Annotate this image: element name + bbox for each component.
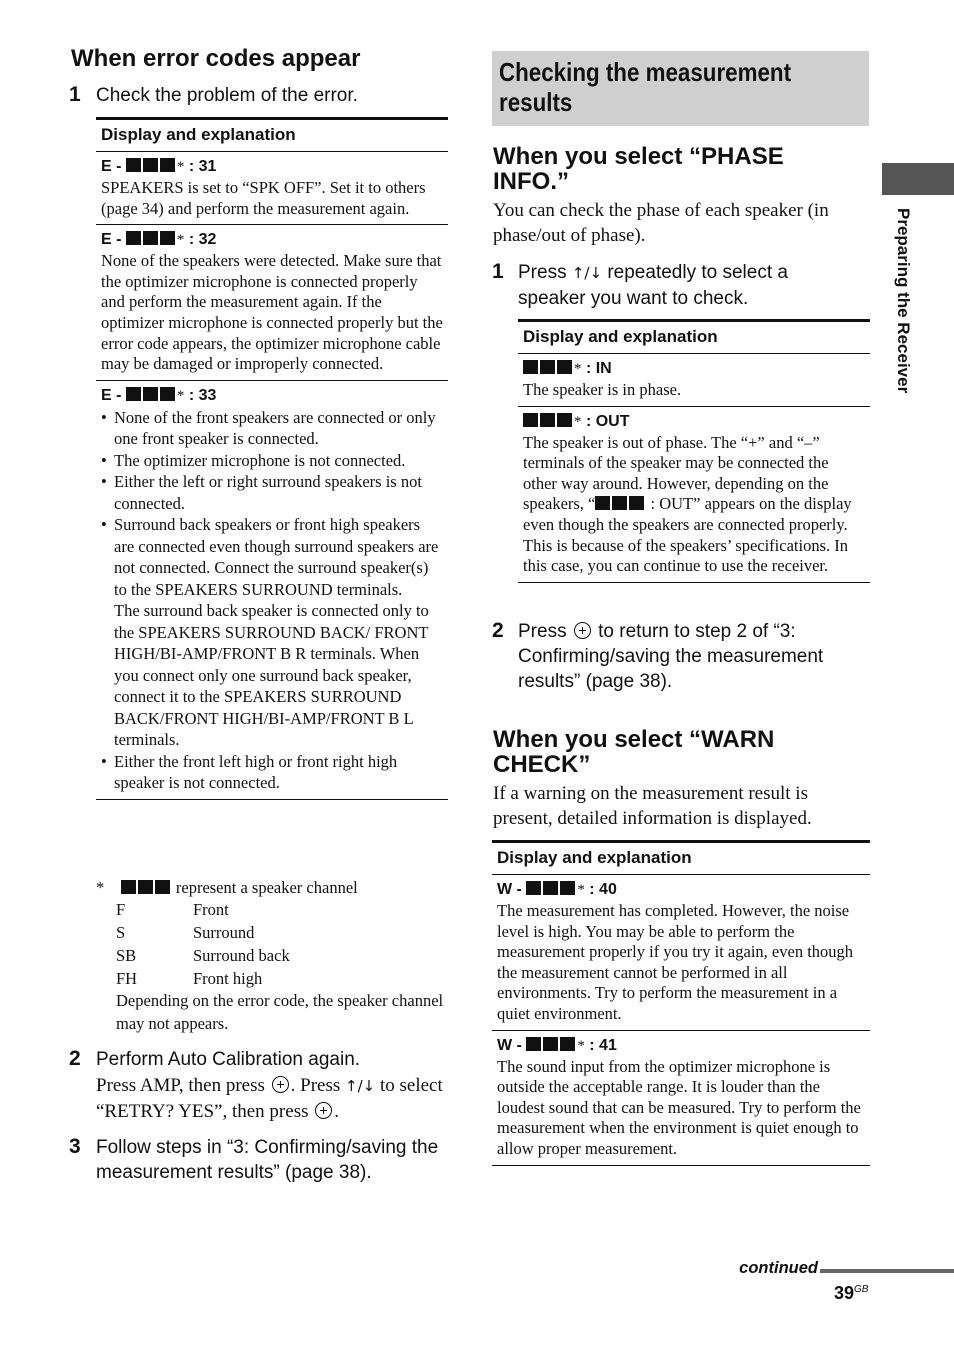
subsection-heading-phase: When you select “PHASE INFO.” <box>493 143 784 195</box>
step-number: 1 <box>492 260 504 283</box>
warning-description: The sound input from the optimizer microphone is outside the acceptable range. It is louder than the loudest sound that can be measured. Try to perform the measurement when the environment is quiet enough to allow proper measurement. <box>497 1056 861 1158</box>
channel-block-icon <box>138 880 153 894</box>
error-description: SPEAKERS is set to “SPK OFF”. Set it to others (page 34) and perform the measurement again. <box>101 178 426 218</box>
step-text: Press to return to step 2 of “3: Confirming/saving the measurement results” (page 38). <box>518 621 824 692</box>
error-codes-table <box>96 117 448 800</box>
table-header: Display and explanation <box>492 843 870 875</box>
table-row <box>96 225 448 381</box>
phase-table <box>518 319 870 583</box>
channel-block-icon <box>595 496 610 510</box>
channel-block-icon <box>540 360 555 374</box>
up-down-arrow-icon: ↑/↓ <box>345 1077 376 1095</box>
channel-row: S Surround <box>116 923 255 942</box>
channel-block-icon <box>543 1037 558 1051</box>
channel-block-icon <box>523 360 538 374</box>
section-banner <box>492 51 869 126</box>
table-row <box>518 407 870 582</box>
enter-button-icon <box>574 622 591 639</box>
channel-row: SB Surround back <box>116 946 290 965</box>
list-item: • Either the front left high or front right high speaker is not connected. <box>101 751 444 794</box>
table-header: Display and explanation <box>518 322 870 354</box>
channel-block-icon <box>160 387 175 401</box>
error-code: E - * : 32 <box>101 231 217 249</box>
channel-row: FH Front high <box>116 969 263 988</box>
banner-title: Checking the measurement results <box>499 57 792 117</box>
footnote-note: Depending on the error code, the speaker channel may not appears. <box>116 991 444 1033</box>
channel-block-icon <box>121 880 136 894</box>
table-row <box>518 354 870 407</box>
step-number: 2 <box>492 619 504 642</box>
list-item: • Either the left or right surround speakers is not connected. <box>101 471 444 514</box>
table-row <box>96 381 448 799</box>
enter-button-icon <box>272 1076 289 1093</box>
channel-block-icon <box>629 496 644 510</box>
channel-block-icon <box>543 881 558 895</box>
warning-description: The measurement has completed. However, the noise level is high. You may be able to perform the measurement properly if you try it again, even though the measurement cannot be performed in all environments. Try to perform the measurement in a quiet environment. <box>497 901 854 1023</box>
channel-block-icon <box>126 158 141 172</box>
step-text: Press ↑/↓ repeatedly to select a speaker you want to check. <box>518 262 788 309</box>
continued-rule <box>820 1269 954 1273</box>
phase-intro: You can check the phase of each speaker (in phase/out of phase). <box>493 200 829 246</box>
channel-block-icon <box>560 881 575 895</box>
channel-row: F Front <box>116 900 229 919</box>
list-item: • Surround back speakers or front high speakers are connected even though surround speakers are not connected. Connect the surround speaker(s) to the SPEAKERS SURROUND terminals. <box>101 514 444 600</box>
error-code: E - * : 31 <box>101 158 217 175</box>
table-row <box>492 1031 870 1165</box>
error-cause-list <box>101 407 444 601</box>
phase-code: * : IN <box>523 358 866 380</box>
channel-block-icon <box>557 413 572 427</box>
channel-block-icon <box>560 1037 575 1051</box>
table-header: Display and explanation <box>96 120 448 152</box>
channel-block-icon <box>160 158 175 172</box>
step-number: 3 <box>69 1135 81 1158</box>
step-text: Follow steps in “3: Confirming/saving the measurement results” (page 38). <box>96 1137 439 1183</box>
chapter-tab <box>882 163 954 195</box>
warning-code: W - * : 41 <box>497 1036 617 1054</box>
warning-table <box>492 840 870 1166</box>
step-number: 1 <box>69 83 81 106</box>
step-text: Perform Auto Calibration again. <box>96 1049 361 1070</box>
subsection-heading-warn: When you select “WARN CHECK” <box>493 726 775 778</box>
enter-button-icon <box>315 1102 332 1119</box>
channel-block-icon <box>557 360 572 374</box>
phase-description: The speaker is in phase. <box>523 380 682 399</box>
phase-code: * : OUT <box>523 411 866 433</box>
channel-block-icon <box>612 496 627 510</box>
channel-block-icon <box>523 413 538 427</box>
error-code: E - * : 33 <box>101 386 217 404</box>
continued-label: continued <box>739 1259 818 1277</box>
warning-code: W - * : 40 <box>497 881 617 898</box>
page-number: $39^{GB}$ <box>834 1283 869 1303</box>
list-item-continuation: The surround back speaker is connected only to the SPEAKERS SURROUND BACK/ FRONT HIGH/BI-AMP/FRONT B R terminals. When you connect only one surround back speaker, connect it to the SPEAKERS SURROUND BACK/FRONT HIGH/BI-AMP/FRONT B L terminals. <box>114 601 429 750</box>
up-down-arrow-icon: ↑/↓ <box>571 264 603 282</box>
channel-block-icon <box>126 231 141 245</box>
channel-block-icon <box>155 880 170 894</box>
step-text: Check the problem of the error. <box>96 85 358 106</box>
channel-block-icon <box>526 1037 541 1051</box>
channel-block-icon <box>143 387 158 401</box>
phase-description: The speaker is out of phase. The “+” and “–” terminals of the speaker may be connected the other way around. However, depending on the speakers, “ : OUT” appears on the display even though the speakers are connected properly. This is because of the speakers’ specifications. In this case, you can continue to use the receiver. <box>523 432 852 576</box>
channel-block-icon <box>160 231 175 245</box>
channel-block-icon <box>143 158 158 172</box>
channel-block-icon <box>126 387 141 401</box>
channel-block-icon <box>143 231 158 245</box>
warn-intro: If a warning on the measurement result is present, detailed information is displayed. <box>493 783 812 829</box>
table-row <box>492 875 870 1031</box>
footnote-line: * represent a speaker channel <box>96 878 358 897</box>
table-row <box>96 152 448 225</box>
list-item: • The optimizer microphone is not connected. <box>101 450 444 472</box>
chapter-label: Preparing the Receiver <box>894 208 913 394</box>
section-heading-error-codes: When error codes appear <box>71 45 361 72</box>
channel-block-icon <box>526 881 541 895</box>
error-description: None of the speakers were detected. Make sure that the optimizer microphone is connected properly and perform the measurement again. If the optimizer microphone is connected properly but the error code appears, the optimizer microphone cable may be damaged or improperly connected. <box>101 251 443 374</box>
step-detail: Press AMP, then press . Press ↑/↓ to select “RETRY? YES”, then press . <box>96 1075 443 1122</box>
list-item: • None of the front speakers are connected or only one front speaker is connected. <box>101 407 444 450</box>
channel-block-icon <box>540 413 555 427</box>
step-number: 2 <box>69 1047 81 1070</box>
